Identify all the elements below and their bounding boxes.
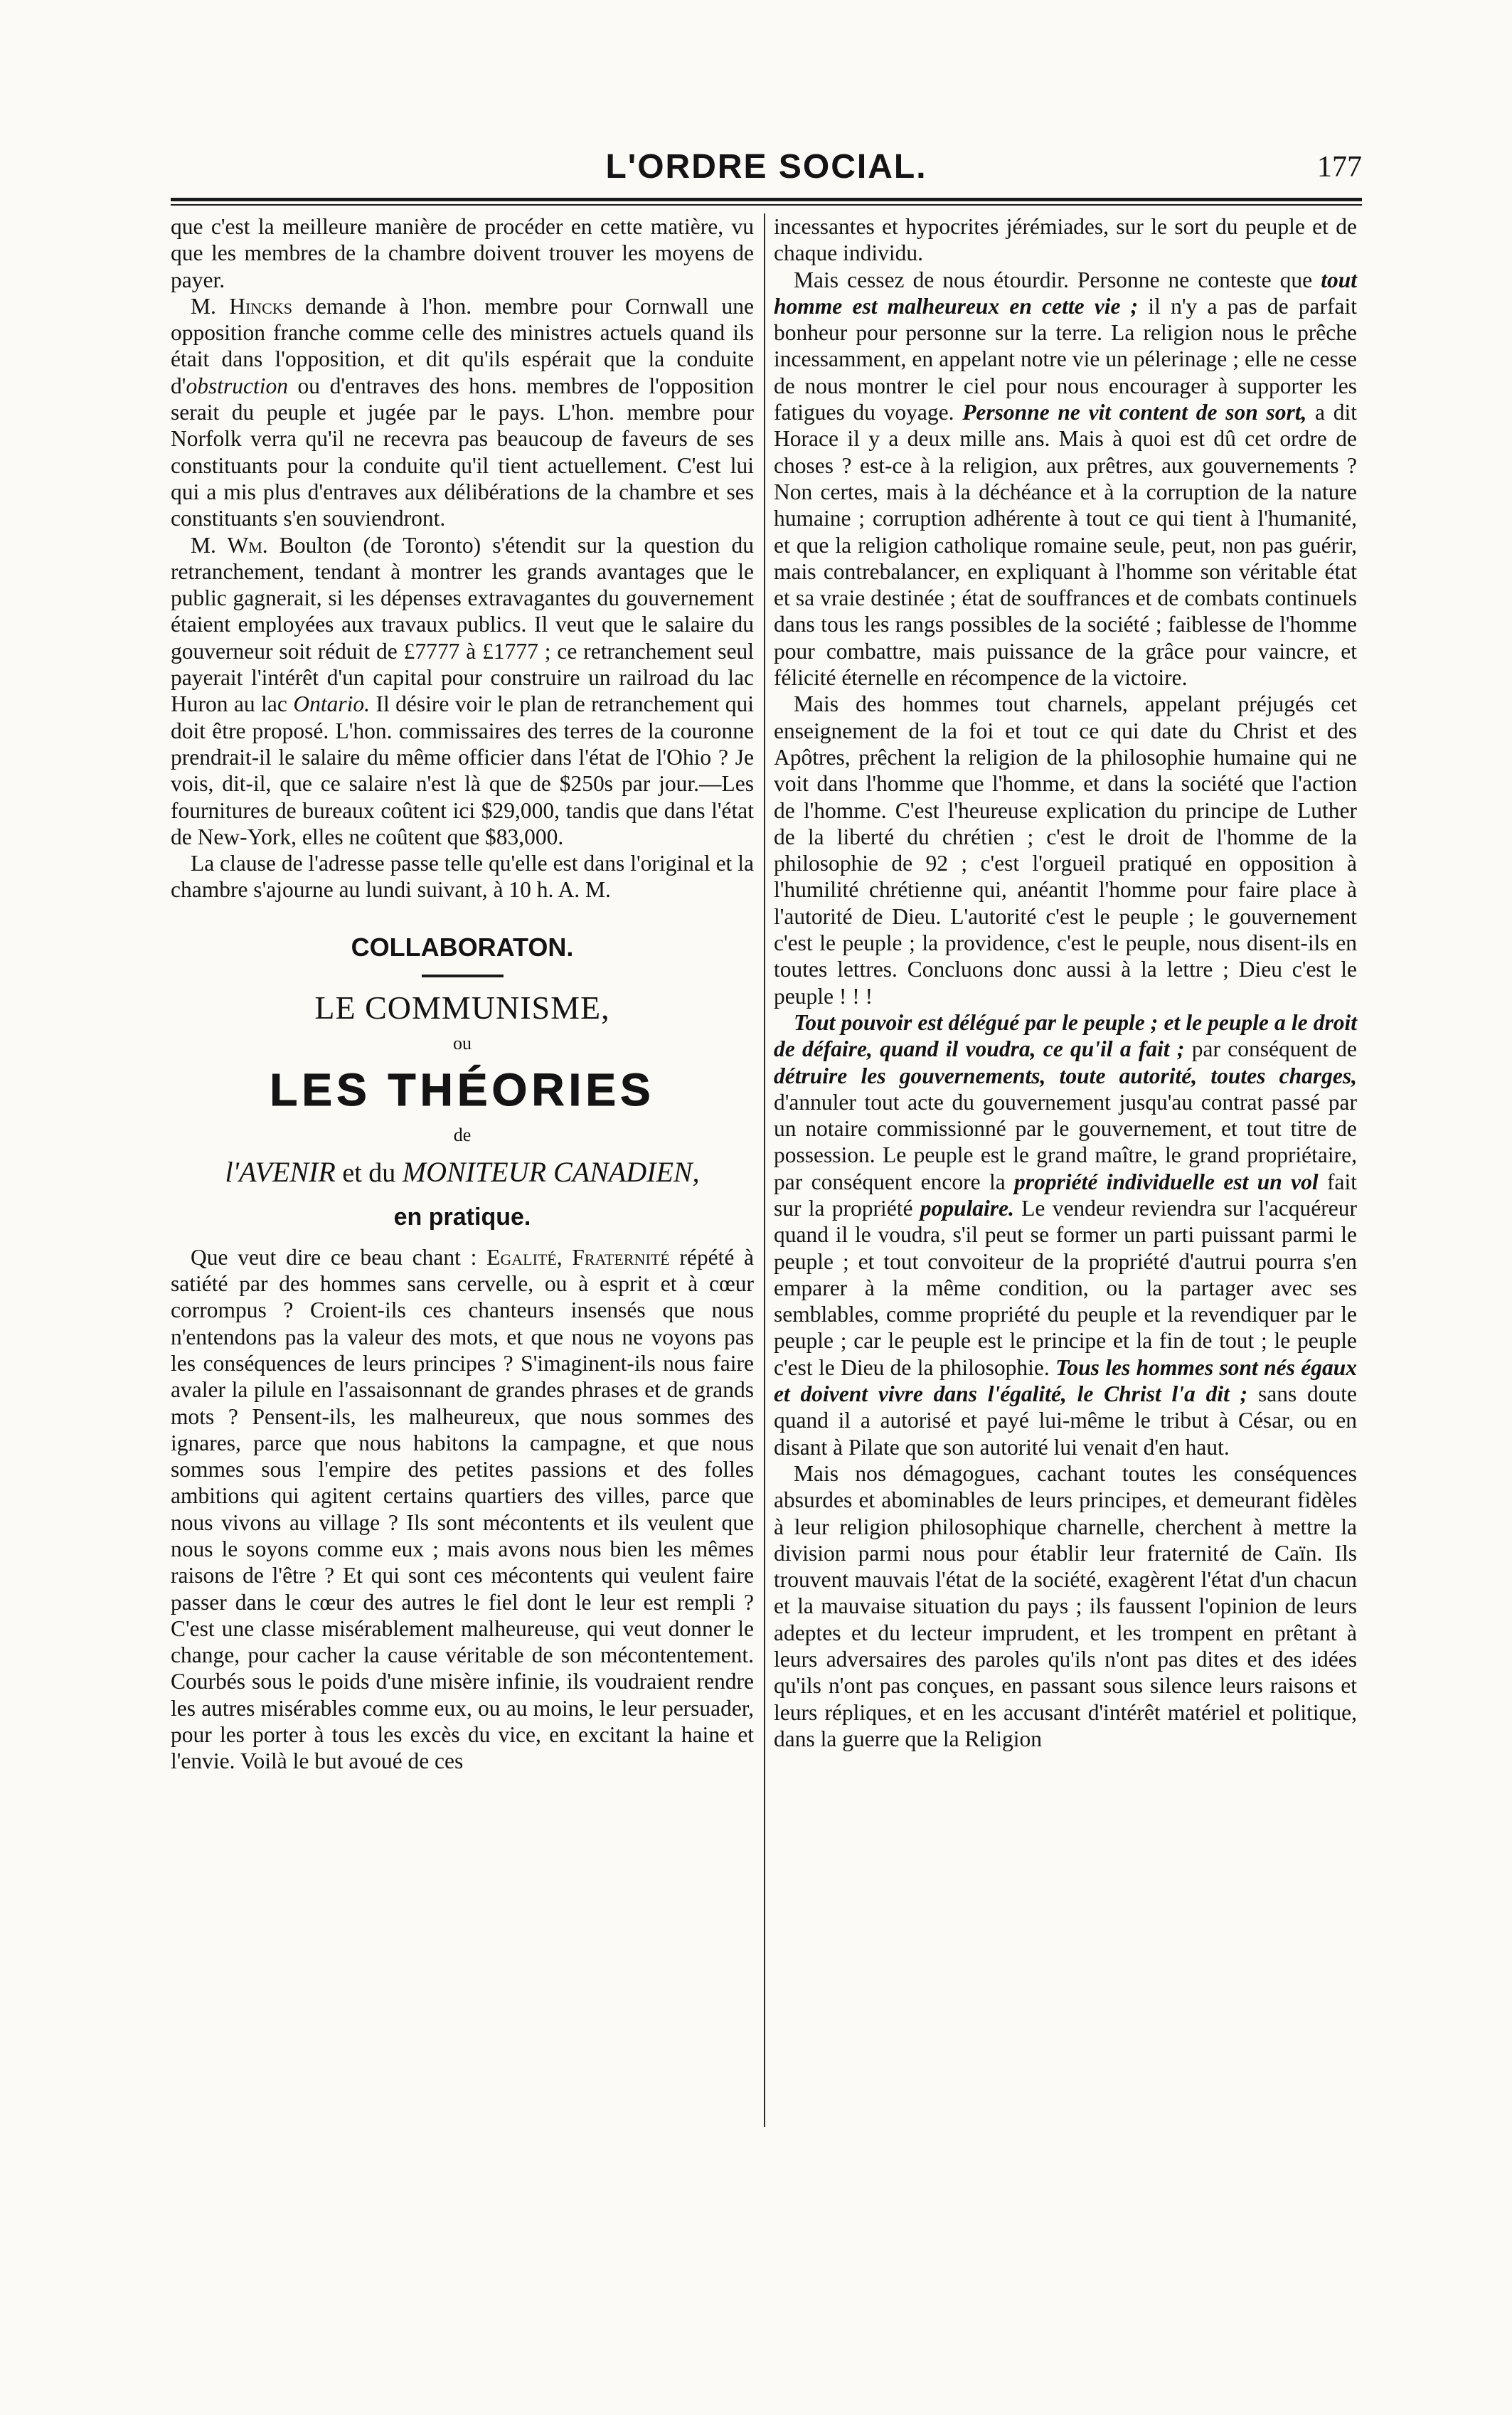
paragraph-clause: La clause de l'adresse passe telle qu'elle est dans l'original et la chambre s'ajourne au lundi suivant, à 10 h. A. M. [171, 851, 754, 903]
paragraph-continuation: que c'est la meilleure manière de procéder en cette matière, vu que les membres de la chambre doivent trouver les moyens de payer. [171, 214, 754, 292]
title-connector: ou [453, 1032, 472, 1053]
paragraph-text: demande à l'hon. membre pour Cornwall une opposition franche comme celle des ministres actuels quand ils était dans l'opposition, et dit qu'ils espérait que la conduite d' [171, 293, 754, 398]
article-title: LE COMMUNISME, [314, 989, 610, 1026]
paragraph-text: a dit Horace il y a deux mille ans. Mais à quoi est dû cet ordre de choses ? est-ce à la religion, aux prêtres, aux gouvernements ? Non certes, mais à la déchéance et à la corruption de la nature humaine ; corruption adhérente à tout ce qui tient à l'humanité, et que la religion catholique romaine seule, peut, non pas guérir, mais contrebalancer, en expliquant à l'homme son véritable état et sa vraie destinée ; état de souffrances et de combats continuels dans tous les rangs possibles de la société ; faiblesse de l'homme pour combattre, mais puissance de la grâce pour vaincre, et félicité éternelle en récompence de la victoire. [774, 400, 1357, 691]
speaker-name: M. Hincks [191, 293, 292, 319]
paragraph-text: d'annuler tout acte du gouvernement jusqu'au contrat passé par un notaire commissionné par le gouvernement, et tout titre de possession. Le peuple est le grand maître, le grand propriétaire, par conséquent encore la [774, 1089, 1357, 1194]
paragraph-text: Que veut dire ce beau chant : [191, 1244, 487, 1270]
journal-title: L'ORDRE SOCIAL. [605, 148, 927, 186]
emphasis-text: populaire. [920, 1195, 1014, 1221]
emphasis-text: Ontario. [293, 691, 370, 717]
article-subheading: en pratique. [393, 1203, 531, 1231]
header-rule-thin [171, 204, 1362, 206]
paragraph-pouvoir [774, 1009, 1357, 1460]
heading-divider [422, 975, 504, 977]
paragraph-text: fait sur la propriété [774, 1169, 1357, 1221]
paragraph-article-opening [171, 1244, 754, 1775]
subtitle-text: et du [335, 1157, 403, 1188]
emphasis-text: Tout pouvoir est délégué par le peuple ; et le peuple a le droit de défaire, quand il voudra, ce qu'il a fait ; [774, 1009, 1357, 1062]
paragraph-religion [774, 267, 1357, 691]
header-rule-thick [171, 198, 1362, 201]
right-column [774, 213, 1357, 1752]
paragraph-text: sans doute quand il a autorisé et payé lui-même le tribut à César, ou en disant à Pilate que son autorité lui venait d'en haut. [774, 1381, 1357, 1460]
subtitle-name: MONITEUR CANADIEN, [402, 1155, 700, 1188]
section-label: COLLABORATON. [351, 932, 574, 962]
emphasis-text: Tous les hommes sont nés égaux et doivent vivre dans l'égalité, le Christ l'a dit ; [774, 1354, 1357, 1407]
column-divider [764, 213, 765, 2127]
page-number: 177 [1317, 151, 1362, 184]
paragraph-boulton [171, 532, 754, 851]
title-connector: de [453, 1124, 472, 1145]
paragraph-text: ou d'entraves des hons. membres de l'opposition serait du peuple et jugée par le pays. L'hon. membre pour Norfolk verra qu'il ne recevra pas beaucoup de faveurs de ses constituants pour la conduite qu'il tient actuellement. C'est lui qui a mis plus d'entraves aux délibérations de la chambre et ses constituants s'en souviendront. [171, 373, 754, 531]
page-header [171, 146, 1362, 189]
paragraph-text: Il désire voir le plan de retranchement qui doit être proposé. L'hon. commissaires des terres de la couronne prendrait-il le salaire du même officier dans l'état de l'Ohio ? Je vois, dit-il, que ce salaire n'est là que de $250s par jour.—Les fournitures de bureaux coûtent ici $29,000, tandis que dans l'état de New-York, elles ne coûtent que $83,000. [171, 691, 754, 849]
emphasis-text: tout homme est malheureux en cette vie ; [774, 267, 1357, 319]
paragraph-text: par conséquent de [1184, 1036, 1357, 1062]
article-title-display: LES THÉORIES [270, 1063, 655, 1115]
emphasis-text: Personne ne vit content de son sort, [962, 400, 1307, 425]
paragraph-demagogues: Mais nos démagogues, cachant toutes les conséquences absurdes et abominables de leurs principes, et demeurant fidèles à leur religion philosophique charnelle, cherchent à mettre la division parmi nous pour établir leur fraternité de Caïn. Ils trouvent mauvais l'état de la société, exagèrent l'état d'un chacun et la mauvaise situation du pays ; ils faussent l'opinion de leurs adeptes et du lecteur imprudent, et les trompent en prêtant à leurs adversaires des paroles qu'ils n'ont pas dites et des idées qu'ils n'ont pas conçues, en passant sous silence leurs raisons et leurs répliques, et en les accusant d'intérêt matériel et politique, dans la guerre que la Religion [774, 1460, 1357, 1751]
paragraph-text: il n'y a pas de parfait bonheur pour personne sur la terre. La religion nous le prêche incessamment, en appelant notre vie un pélerinage ; elle ne cesse de nous montrer le ciel pour nous encourager à supporter les fatigues du voyage. [774, 293, 1357, 425]
smallcaps-text: Egalité, Fraternité [486, 1244, 670, 1270]
speaker-name: M. Wm. [191, 532, 268, 558]
paragraph-text: Boulton (de Toronto) s'étendit sur la question du retranchement, tendant à montrer les grands avantages que le public gagnerait, si les dépenses extravagantes du gouvernement étaient employées aux travaux publics. Il veut que le salaire du gouverneur soit réduit de £7777 à £1777 ; ce retranchement seul payerait l'intérêt d'un capital pour construire un railroad du lac Huron au lac [171, 532, 754, 717]
paragraph-text: répété à satiété par des hommes sans cervelle, ou à esprit et à cœur corrompus ? Croient-ils ces chanteurs insensés que nous n'entendons pas la valeur des mots, et que nous ne voyons pas les conséquences de leurs principes ? S'imaginent-ils nous faire avaler la pilule en l'assaisonnant de grandes phrases et de grands mots ? Pensent-ils, les malheureux, que nous sommes des ignares, parce que nous habitons la campagne, et que nous sommes sous l'empire des petites passions et des folles ambitions qui agitent certains quartiers des villes, parce que nous vivons au village ? Ils sont mécontents et ils veulent que nous le soyons comme eux ; mais avons nous bien les mêmes raisons de l'être ? Et qui sont ces mécontents qui veulent faire passer dans le cœur des autres le fiel dont le leur est rempli ? C'est une classe misérablement malheureuse, qui veut donner le change, pour cacher la cause véritable de son mécontentement. Courbés sous le poids d'une misère infinie, ils voudraient rendre les autres misérables comme eux, ou au moins, le leur persuader, pour les porter à tous les excès du vice, en excitant la haine et l'envie. Voilà le but avoué de ces [171, 1244, 755, 1774]
article-heading [171, 929, 754, 1238]
paragraph-text: Mais cessez de nous étourdir. Personne ne conteste que [794, 267, 1321, 292]
subtitle-name: l'AVENIR [225, 1155, 336, 1188]
article-subtitle [171, 1150, 754, 1196]
emphasis-text: détruire les gouvernements, toute autorité, toutes charges, [774, 1063, 1357, 1088]
paragraph-hincks [171, 293, 754, 532]
paragraph-text: Le vendeur reviendra sur l'acquéreur quand il le voudra, s'il peut se former un parti puissant parmi le peuple ; et tout convoiteur de la propriété d'autrui pourra s'en emparer à la même condition, ou la partager avec ses semblables, comme propriété du peuple et la revendiquer par le peuple ; car le peuple est le principe et la fin de tout ; le peuple c'est le Dieu de la philosophie. [774, 1195, 1357, 1380]
emphasis-text: propriété individuelle est un vol [1014, 1169, 1319, 1194]
paragraph-philosophy: Mais des hommes tout charnels, appelant préjugés cet enseignement de la foi et tout ce qui date du Christ et des Apôtres, prêchent la religion de la philosophie humaine qui ne voit dans l'homme que l'homme, et dans la société que l'action de l'homme. C'est l'heureuse explication du principe de Luther de la liberté du chrétien ; c'est le droit de l'homme de la philosophie de 92 ; c'est l'orgueil pratiqué en opposition à l'humilité chrétienne qui, anéantit l'homme pour faire place à l'autorité de Dieu. L'autorité c'est le peuple ; le gouvernement c'est le peuple ; la providence, c'est le peuple, nous disent-ils en toutes lettres. Concluons donc aussi à la lettre ; Dieu c'est le peuple ! ! ! [774, 691, 1357, 1009]
left-column [171, 213, 754, 1775]
paragraph-continuation: incessantes et hypocrites jérémiades, sur le sort du peuple et de chaque individu. [774, 214, 1357, 266]
emphasis-text: obstruction [186, 373, 288, 398]
